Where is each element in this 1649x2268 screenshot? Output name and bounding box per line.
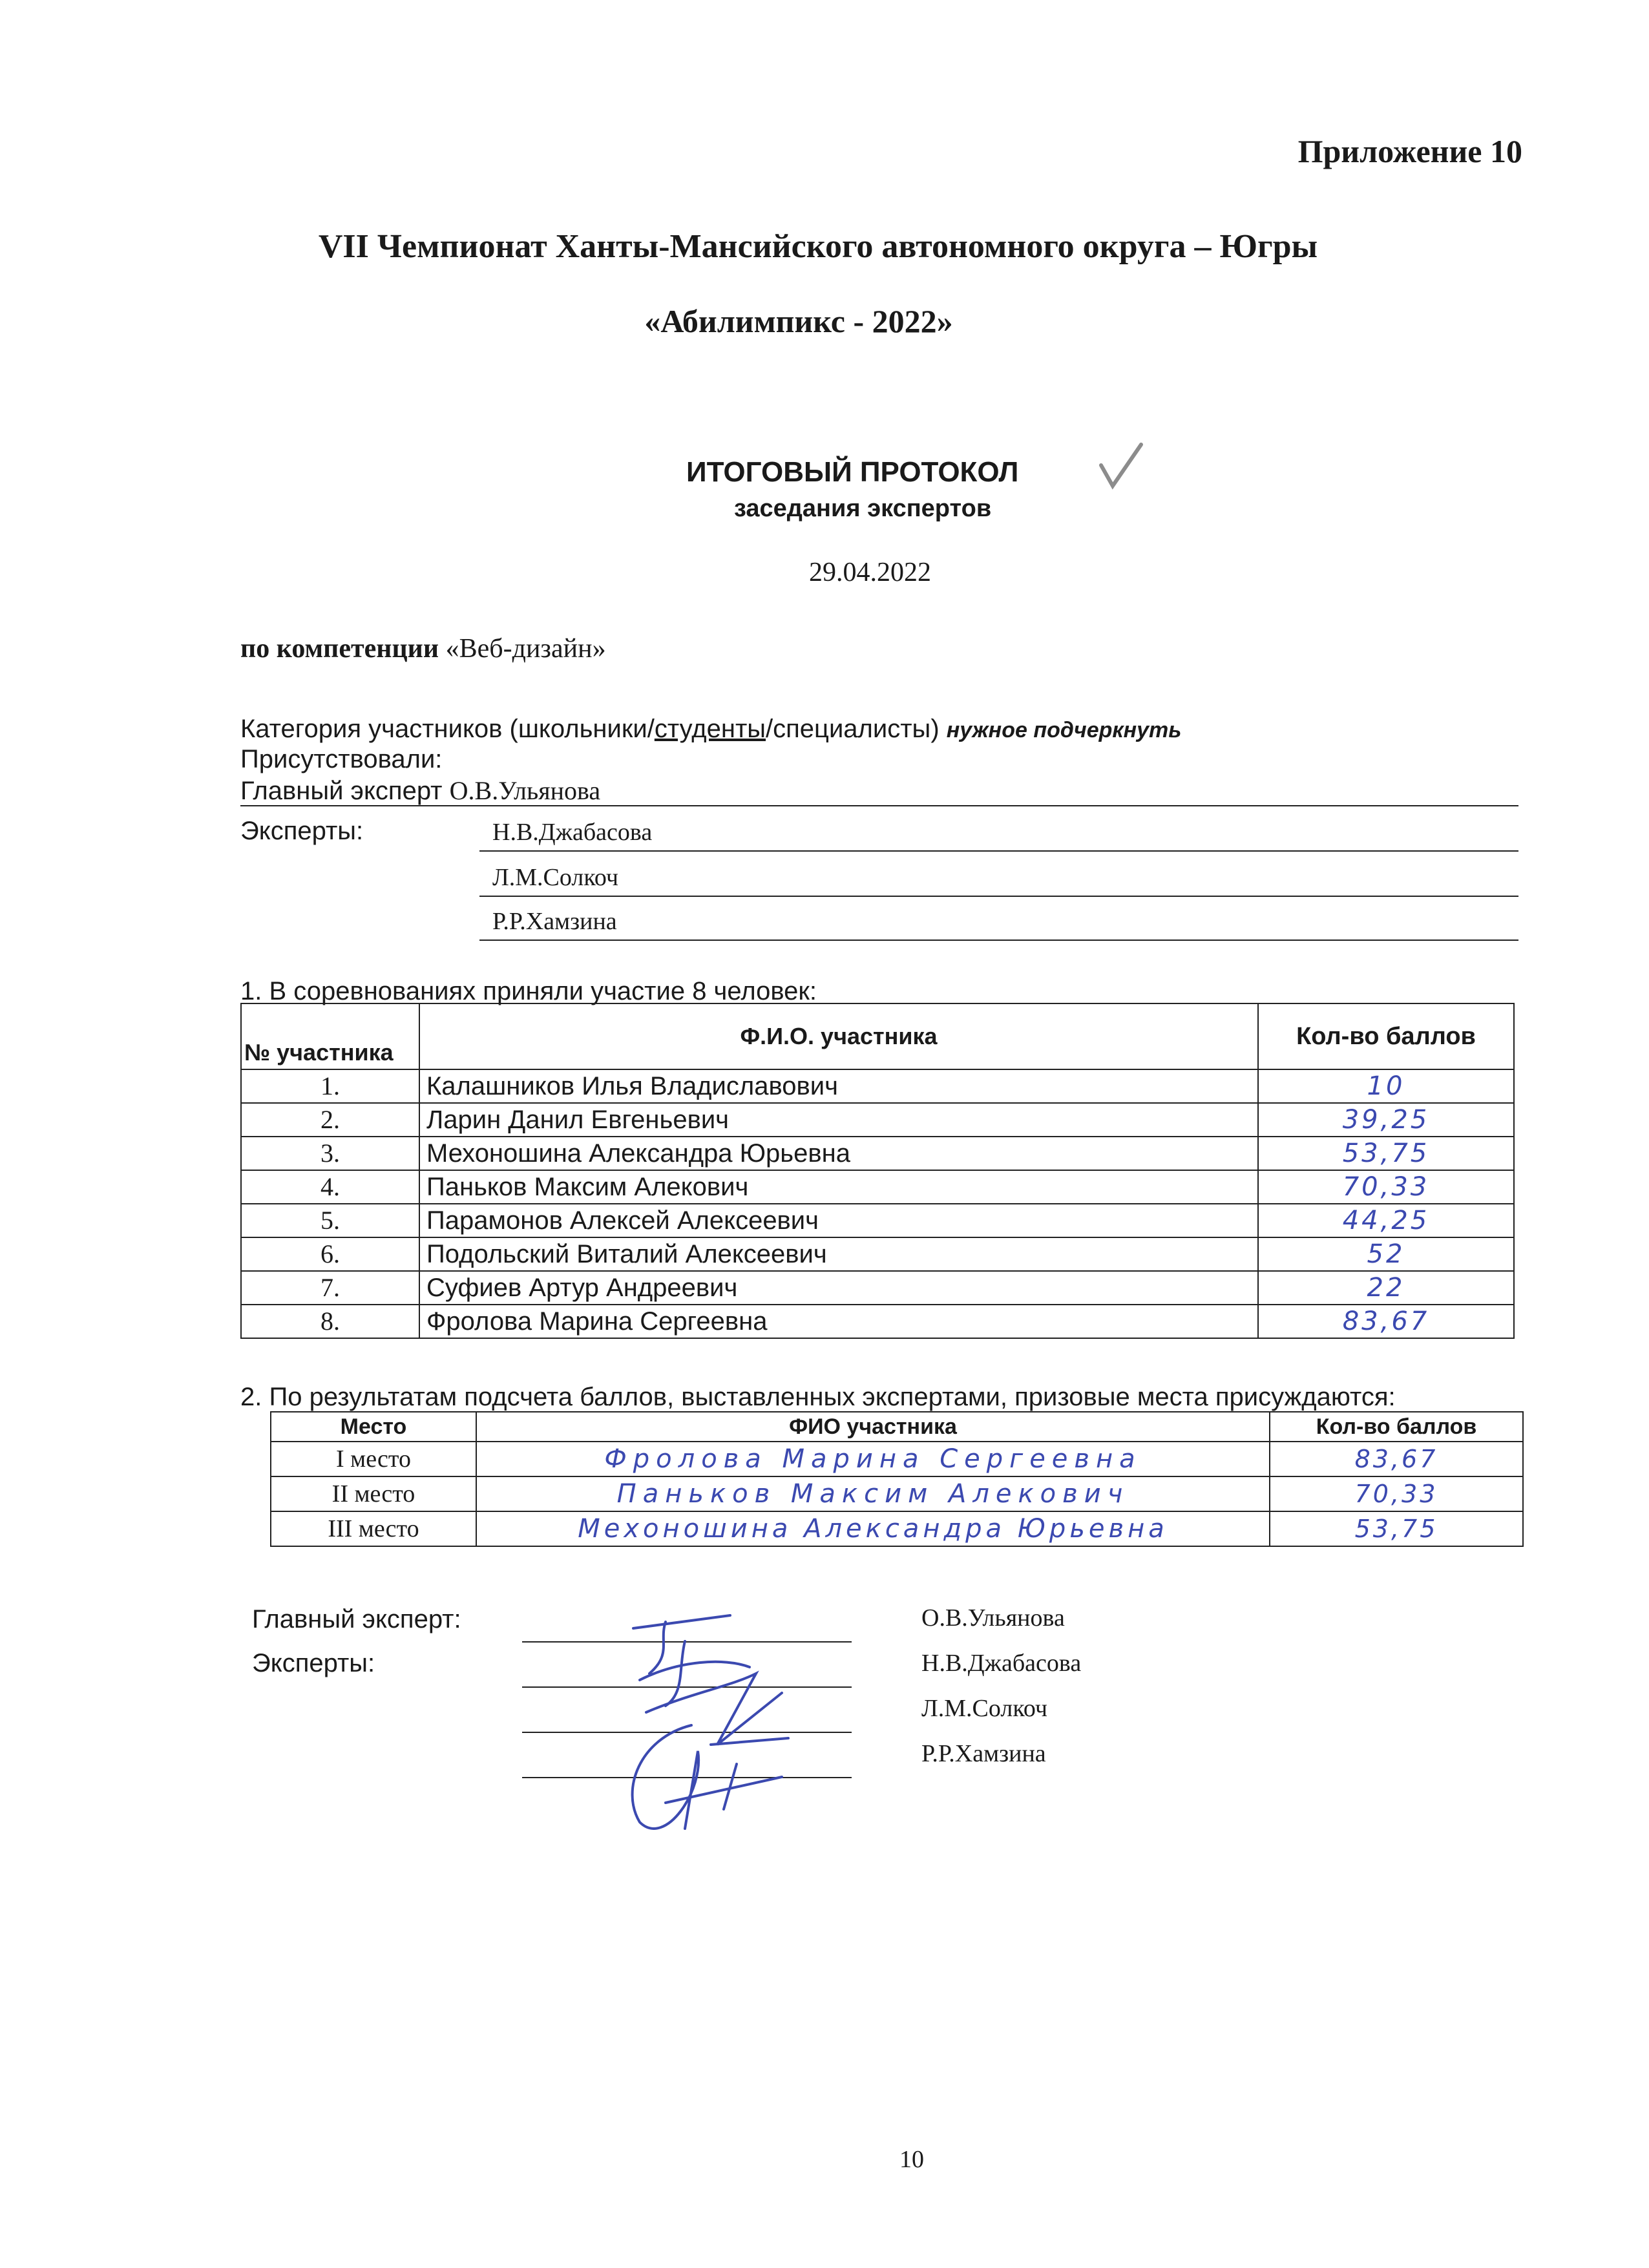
participant-number: 8.: [241, 1305, 419, 1338]
chief-expert-underline: [240, 805, 1518, 806]
protocol-title: ИТОГОВЫЙ ПРОТОКОЛ: [686, 456, 1019, 488]
section-1-heading: 1. В соревнованиях приняли участие 8 человек:: [240, 977, 817, 1005]
category-option-pupils: школьники: [518, 715, 647, 743]
participant-number: 6.: [241, 1237, 419, 1271]
participant-score: 52: [1258, 1237, 1514, 1271]
signature-chief-label: Главный эксперт:: [252, 1605, 461, 1633]
winner-name: Паньков Максим Алекович: [476, 1476, 1270, 1511]
participant-name: Калашников Илья Владиславович: [419, 1069, 1258, 1103]
table-row: [241, 1204, 1514, 1237]
expert-underline-2: [479, 896, 1518, 897]
appendix-label: Приложение 10: [1297, 133, 1522, 169]
participant-number: 5.: [241, 1204, 419, 1237]
column-header-name: Ф.И.О. участника: [419, 1003, 1258, 1069]
participant-name: Суфиев Артур Андреевич: [419, 1271, 1258, 1305]
participant-score: 22: [1258, 1271, 1514, 1305]
competence-line: [240, 633, 606, 664]
category-line: [240, 715, 1181, 744]
participant-score: 70,33: [1258, 1170, 1514, 1204]
participant-score: 53,75: [1258, 1137, 1514, 1170]
chief-expert-label: Главный эксперт: [240, 777, 443, 805]
winners-table: [270, 1411, 1524, 1547]
winner-name: Мехоношина Александра Юрьевна: [476, 1511, 1270, 1546]
competence-label: по компетенции: [240, 634, 439, 664]
table-row: [241, 1103, 1514, 1137]
participant-score: 83,67: [1258, 1305, 1514, 1338]
participant-score: 10: [1258, 1069, 1514, 1103]
table-row: [271, 1442, 1523, 1476]
winner-name: Фролова Марина Сергеевна: [476, 1442, 1270, 1476]
column-header-place: Место: [271, 1412, 476, 1442]
category-label: Категория участников (: [240, 715, 518, 743]
experts-label: Эксперты:: [240, 817, 364, 845]
expert-name-1: Н.В.Джабасова: [492, 819, 653, 846]
participant-name: Фролова Марина Сергеевна: [419, 1305, 1258, 1338]
table-row: [241, 1170, 1514, 1204]
participant-score: 39,25: [1258, 1103, 1514, 1137]
participant-score: 44,25: [1258, 1204, 1514, 1237]
table-row: [241, 1271, 1514, 1305]
table-header-row: [271, 1412, 1523, 1442]
participant-number: 7.: [241, 1271, 419, 1305]
signature-name-1: О.В.Ульянова: [921, 1604, 1065, 1632]
prize-place: III место: [271, 1511, 476, 1546]
prize-place: II место: [271, 1476, 476, 1511]
championship-title: VII Чемпионат Ханты-Мансийского автономного округа – Югры: [318, 228, 1318, 265]
participants-table: [240, 1003, 1515, 1339]
signature-experts-label: Эксперты:: [252, 1649, 375, 1677]
column-header-number: № участника: [241, 1003, 419, 1069]
section-2-heading: 2. По результатам подсчета баллов, выставленных экспертами, призовые места присуждаются:: [240, 1383, 1396, 1411]
winner-score: 53,75: [1270, 1511, 1523, 1546]
prize-place: I место: [271, 1442, 476, 1476]
column-header-score: Кол-во баллов: [1270, 1412, 1523, 1442]
category-separator: /: [766, 715, 773, 743]
category-close: ): [930, 715, 940, 743]
participant-name: Ларин Данил Евгеньевич: [419, 1103, 1258, 1137]
category-separator: /: [647, 715, 655, 743]
table-row: [241, 1137, 1514, 1170]
column-header-name: ФИО участника: [476, 1412, 1270, 1442]
expert-name-2: Л.М.Солкоч: [492, 864, 619, 891]
table-row: [241, 1305, 1514, 1338]
expert-underline-1: [479, 850, 1518, 852]
participant-name: Парамонов Алексей Алексеевич: [419, 1204, 1258, 1237]
participant-number: 1.: [241, 1069, 419, 1103]
column-header-score: Кол-во баллов: [1258, 1003, 1514, 1069]
table-row: [241, 1069, 1514, 1103]
participant-number: 2.: [241, 1103, 419, 1137]
category-note: нужное подчеркнуть: [946, 718, 1182, 742]
protocol-date: 29.04.2022: [809, 558, 931, 587]
participant-name: Паньков Максим Алекович: [419, 1170, 1258, 1204]
expert-name-3: Р.Р.Хамзина: [492, 908, 617, 935]
competence-value: «Веб-дизайн»: [445, 634, 606, 664]
present-label: Присутствовали:: [240, 745, 443, 773]
winner-score: 83,67: [1270, 1442, 1523, 1476]
checkmark-icon: [1098, 441, 1144, 496]
participant-number: 4.: [241, 1170, 419, 1204]
winner-score: 70,33: [1270, 1476, 1523, 1511]
table-row: [241, 1237, 1514, 1271]
participant-name: Мехоношина Александра Юрьевна: [419, 1137, 1258, 1170]
category-option-students: студенты: [654, 715, 766, 743]
page-number: 10: [899, 2146, 924, 2173]
signatures-scribble: [588, 1596, 834, 1858]
event-title: «Абилимпикс - 2022»: [644, 303, 953, 339]
table-header-row: [241, 1003, 1514, 1069]
chief-expert-line: [240, 775, 600, 806]
signature-name-3: Л.М.Солкоч: [921, 1695, 1048, 1722]
participant-number: 3.: [241, 1137, 419, 1170]
category-option-specialists: специалисты: [773, 715, 931, 743]
participant-name: Подольский Виталий Алексеевич: [419, 1237, 1258, 1271]
protocol-subtitle: заседания экспертов: [734, 495, 992, 522]
signature-name-4: Р.Р.Хамзина: [921, 1740, 1046, 1767]
signature-name-2: Н.В.Джабасова: [921, 1650, 1082, 1677]
expert-underline-3: [479, 940, 1518, 941]
table-row: [271, 1511, 1523, 1546]
table-row: [271, 1476, 1523, 1511]
chief-expert-name: О.В.Ульянова: [449, 776, 601, 805]
